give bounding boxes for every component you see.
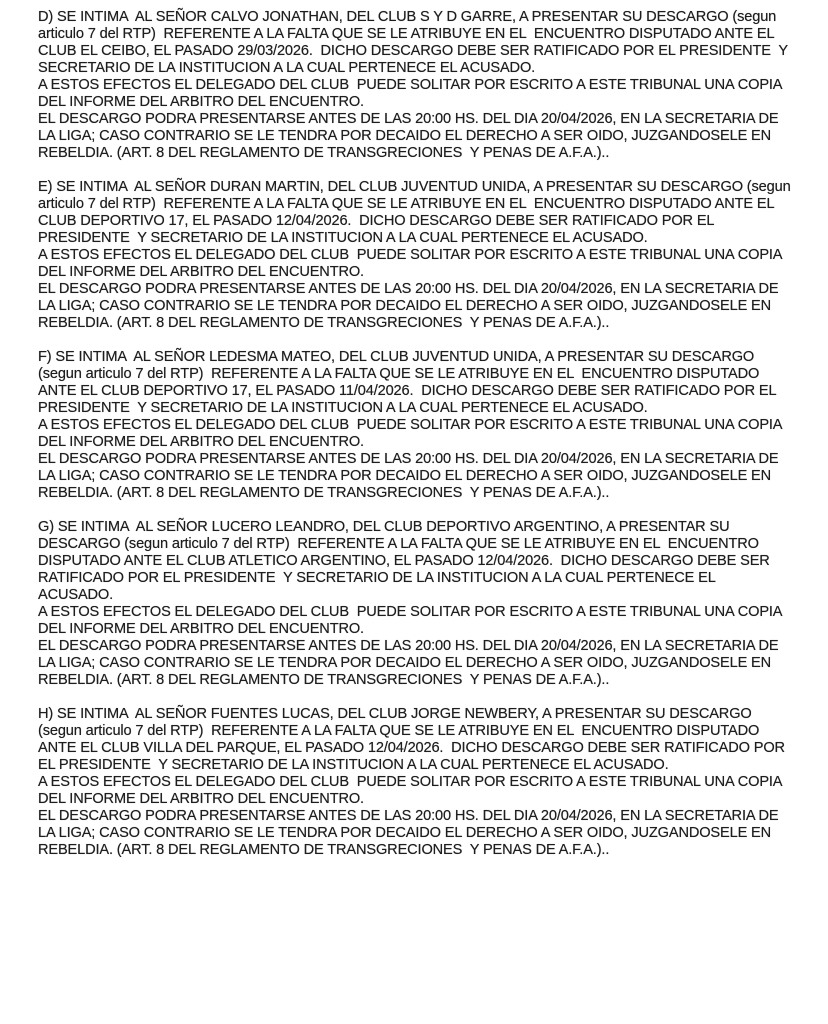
notice-paragraph-F xyxy=(38,349,814,502)
text-line: ACUSADO. xyxy=(38,587,114,603)
text-line: D) SE INTIMA AL SEÑOR CALVO JONATHAN, DEL CLUB S Y D GARRE, A PRESENTAR SU DESCARGO (segun xyxy=(38,9,777,25)
text-line: PRESIDENTE Y SECRETARIO DE LA INSTITUCION A LA CUAL PERTENECE EL ACUSADO. xyxy=(38,230,648,246)
text-line: EL DESCARGO PODRA PRESENTARSE ANTES DE LAS 20:00 HS. DEL DIA 20/04/2026, EN LA SECRETARIA DE xyxy=(38,451,779,467)
text-line: A ESTOS EFECTOS EL DELEGADO DEL CLUB PUEDE SOLITAR POR ESCRITO A ESTE TRIBUNAL UNA COPIA xyxy=(38,604,783,620)
text-line: EL DESCARGO PODRA PRESENTARSE ANTES DE LAS 20:00 HS. DEL DIA 20/04/2026, EN LA SECRETARIA DE xyxy=(38,808,779,824)
text-line: A ESTOS EFECTOS EL DELEGADO DEL CLUB PUEDE SOLITAR POR ESCRITO A ESTE TRIBUNAL UNA COPIA xyxy=(38,774,783,790)
text-line: DEL INFORME DEL ARBITRO DEL ENCUENTRO. xyxy=(38,791,364,807)
text-line: REBELDIA. (ART. 8 DEL REGLAMENTO DE TRANSGRECIONES Y PENAS DE A.F.A.).. xyxy=(38,315,610,331)
text-line: LA LIGA; CASO CONTRARIO SE LE TENDRA POR DECAIDO EL DERECHO A SER OIDO, JUZGANDOSELE EN xyxy=(38,298,772,314)
notice-paragraph-E xyxy=(38,179,814,332)
text-line: REBELDIA. (ART. 8 DEL REGLAMENTO DE TRANSGRECIONES Y PENAS DE A.F.A.).. xyxy=(38,842,610,858)
notice-paragraph-list xyxy=(38,9,814,859)
text-line: CLUB DEPORTIVO 17, EL PASADO 12/04/2026. DICHO DESCARGO DEBE SER RATIFICADO POR EL xyxy=(38,213,715,229)
text-line: A ESTOS EFECTOS EL DELEGADO DEL CLUB PUEDE SOLITAR POR ESCRITO A ESTE TRIBUNAL UNA COPIA xyxy=(38,77,783,93)
text-line: DEL INFORME DEL ARBITRO DEL ENCUENTRO. xyxy=(38,264,364,280)
text-line: LA LIGA; CASO CONTRARIO SE LE TENDRA POR DECAIDO EL DERECHO A SER OIDO, JUZGANDOSELE EN xyxy=(38,468,772,484)
text-line: (segun articulo 7 del RTP) REFERENTE A LA FALTA QUE SE LE ATRIBUYE EN EL ENCUENTRO DISPUTADO xyxy=(38,723,760,739)
text-line: H) SE INTIMA AL SEÑOR FUENTES LUCAS, DEL CLUB JORGE NEWBERY, A PRESENTAR SU DESCARGO xyxy=(38,706,752,722)
text-line: E) SE INTIMA AL SEÑOR DURAN MARTIN, DEL CLUB JUVENTUD UNIDA, A PRESENTAR SU DESCARGO (segun xyxy=(38,179,791,195)
text-line: A ESTOS EFECTOS EL DELEGADO DEL CLUB PUEDE SOLITAR POR ESCRITO A ESTE TRIBUNAL UNA COPIA xyxy=(38,247,783,263)
text-line: articulo 7 del RTP) REFERENTE A LA FALTA QUE SE LE ATRIBUYE EN EL ENCUENTRO DISPUTADO ANTE EL xyxy=(38,196,775,212)
text-line: REBELDIA. (ART. 8 DEL REGLAMENTO DE TRANSGRECIONES Y PENAS DE A.F.A.).. xyxy=(38,672,610,688)
text-line: DESCARGO (segun articulo 7 del RTP) REFERENTE A LA FALTA QUE SE LE ATRIBUYE EN EL ENCUENTRO xyxy=(38,536,759,552)
text-line: ANTE EL CLUB DEPORTIVO 17, EL PASADO 11/04/2026. DICHO DESCARGO DEBE SER RATIFICADO POR EL xyxy=(38,383,777,399)
notice-paragraph-G xyxy=(38,519,814,689)
notice-paragraph-D xyxy=(38,9,814,162)
text-line: DEL INFORME DEL ARBITRO DEL ENCUENTRO. xyxy=(38,94,364,110)
text-line: articulo 7 del RTP) REFERENTE A LA FALTA QUE SE LE ATRIBUYE EN EL ENCUENTRO DISPUTADO ANTE EL xyxy=(38,26,775,42)
text-line: REBELDIA. (ART. 8 DEL REGLAMENTO DE TRANSGRECIONES Y PENAS DE A.F.A.).. xyxy=(38,145,610,161)
text-line: CLUB EL CEIBO, EL PASADO 29/03/2026. DICHO DESCARGO DEBE SER RATIFICADO POR EL PRESIDENTE Y xyxy=(38,43,789,59)
text-line: (segun articulo 7 del RTP) REFERENTE A LA FALTA QUE SE LE ATRIBUYE EN EL ENCUENTRO DISPUTADO xyxy=(38,366,760,382)
text-line: EL DESCARGO PODRA PRESENTARSE ANTES DE LAS 20:00 HS. DEL DIA 20/04/2026, EN LA SECRETARIA DE xyxy=(38,638,779,654)
text-line: PRESIDENTE Y SECRETARIO DE LA INSTITUCION A LA CUAL PERTENECE EL ACUSADO. xyxy=(38,400,648,416)
text-line: LA LIGA; CASO CONTRARIO SE LE TENDRA POR DECAIDO EL DERECHO A SER OIDO, JUZGANDOSELE EN xyxy=(38,128,772,144)
text-line: G) SE INTIMA AL SEÑOR LUCERO LEANDRO, DEL CLUB DEPORTIVO ARGENTINO, A PRESENTAR SU xyxy=(38,519,730,535)
text-line: EL PRESIDENTE Y SECRETARIO DE LA INSTITUCION A LA CUAL PERTENECE EL ACUSADO. xyxy=(38,757,669,773)
text-line: DEL INFORME DEL ARBITRO DEL ENCUENTRO. xyxy=(38,434,364,450)
text-line: A ESTOS EFECTOS EL DELEGADO DEL CLUB PUEDE SOLITAR POR ESCRITO A ESTE TRIBUNAL UNA COPIA xyxy=(38,417,783,433)
text-line: RATIFICADO POR EL PRESIDENTE Y SECRETARIO DE LA INSTITUCION A LA CUAL PERTENECE EL xyxy=(38,570,716,586)
text-line: SECRETARIO DE LA INSTITUCION A LA CUAL PERTENECE EL ACUSADO. xyxy=(38,60,536,76)
text-line: EL DESCARGO PODRA PRESENTARSE ANTES DE LAS 20:00 HS. DEL DIA 20/04/2026, EN LA SECRETARIA DE xyxy=(38,281,779,297)
text-line: LA LIGA; CASO CONTRARIO SE LE TENDRA POR DECAIDO EL DERECHO A SER OIDO, JUZGANDOSELE EN xyxy=(38,655,772,671)
text-line: F) SE INTIMA AL SEÑOR LEDESMA MATEO, DEL CLUB JUVENTUD UNIDA, A PRESENTAR SU DESCARGO xyxy=(38,349,755,365)
text-line: ANTE EL CLUB VILLA DEL PARQUE, EL PASADO 12/04/2026. DICHO DESCARGO DEBE SER RATIFICADO POR xyxy=(38,740,785,756)
text-line: EL DESCARGO PODRA PRESENTARSE ANTES DE LAS 20:00 HS. DEL DIA 20/04/2026, EN LA SECRETARIA DE xyxy=(38,111,779,127)
text-line: DISPUTADO ANTE EL CLUB ATLETICO ARGENTINO, EL PASADO 12/04/2026. DICHO DESCARGO DEBE SER xyxy=(38,553,770,569)
text-line: DEL INFORME DEL ARBITRO DEL ENCUENTRO. xyxy=(38,621,364,637)
notice-paragraph-H xyxy=(38,706,814,859)
text-line: REBELDIA. (ART. 8 DEL REGLAMENTO DE TRANSGRECIONES Y PENAS DE A.F.A.).. xyxy=(38,485,610,501)
text-line: LA LIGA; CASO CONTRARIO SE LE TENDRA POR DECAIDO EL DERECHO A SER OIDO, JUZGANDOSELE EN xyxy=(38,825,772,841)
